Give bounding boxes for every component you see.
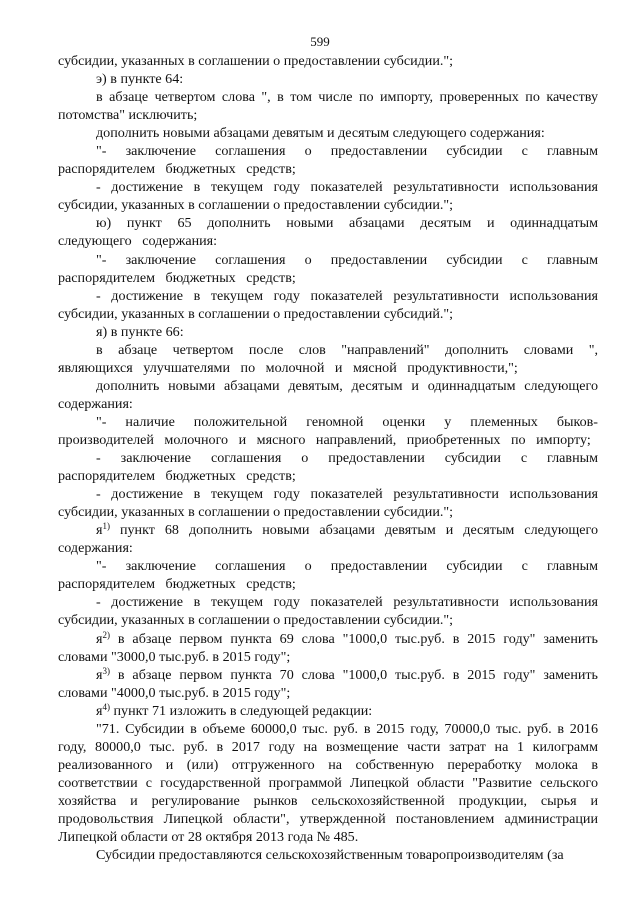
item-superscript: 2): [102, 629, 110, 640]
paragraph: [58, 593, 598, 629]
paragraph-text: - заключение соглашения о предоставлении субсидии с главным распорядителем бюджетных средств;: [58, 450, 598, 485]
item-letter: я: [96, 630, 103, 647]
paragraph: [58, 142, 598, 178]
paragraph-text: я) в пункте 66:: [96, 323, 184, 340]
paragraph: [58, 521, 598, 557]
paragraph: [58, 323, 598, 341]
paragraph-text: дополнить новыми абзацами девятым и десятым следующего содержания:: [96, 125, 545, 142]
paragraph-text: субсидии, указанных в соглашении о предоставлении субсидии.";: [58, 53, 454, 69]
paragraph: [58, 720, 598, 846]
paragraph-text: э) в пункте 64:: [96, 71, 184, 88]
paragraph: [58, 377, 598, 413]
paragraph-text: пункт 71 изложить в следующей редакции:: [109, 702, 373, 719]
paragraph: [58, 846, 598, 864]
paragraph: [58, 214, 598, 250]
paragraph-text: - достижение в текущем году показателей результативности использования субсидии, указанных в соглашении о предоставлении субсидий.";: [58, 287, 598, 322]
paragraph: [58, 485, 598, 521]
paragraph-text: "- заключение соглашения о предоставлении субсидии с главным распорядителем бюджетных средств;: [58, 251, 598, 286]
paragraph: [58, 557, 598, 593]
paragraph-text: "- наличие положительной геномной оценки у племенных быков-производителей молочного и мясного направлений, приобретенных по импорту;: [58, 413, 598, 448]
page-number: 599: [310, 34, 330, 49]
paragraph-text: дополнить новыми абзацами девятым, десятым и одиннадцатым следующего содержания:: [58, 377, 598, 412]
paragraph: [58, 52, 598, 70]
paragraph: [58, 251, 598, 287]
paragraph-text: Субсидии предоставляются сельскохозяйственным товаропроизводителям (за: [96, 847, 564, 864]
paragraph-text: "- заключение соглашения о предоставлении субсидии с главным распорядителем бюджетных средств;: [58, 558, 598, 593]
paragraph: [58, 666, 598, 702]
paragraph-text: "71. Субсидии в объеме 60000,0 тыс. руб. в 2015 году, 70000,0 тыс. руб. в 2016 году, 80000,0 тыс. руб. в 2017 году на возмещение части затрат на 1 килограмм реализованного и (или) отгруженного на собственную переработку молока в соответствии с государственной программой Липецкой области "Развитие сельского хозяйства и регулирование рынков сельскохозяйственной продукции, сырья и продовольствия Липецкой области", утвержденной постановлением администрации Липецкой области от 28 октября 2013 года № 485.: [58, 720, 598, 846]
item-letter: я: [96, 702, 103, 719]
paragraph-text: в абзаце первом пункта 69 слова "1000,0 тыс.руб. в 2015 году" заменить словами "3000,0 тыс.руб. в 2015 году";: [58, 630, 598, 665]
paragraph-text: ю) пункт 65 дополнить новыми абзацами десятым и одиннадцатым следующего содержания:: [58, 215, 598, 250]
paragraph-text: пункт 68 дополнить новыми абзацами девятым и десятым следующего содержания:: [58, 522, 598, 557]
paragraph: [58, 88, 598, 124]
paragraph: [58, 178, 598, 214]
item-superscript: 4): [102, 701, 110, 712]
paragraph-text: "- заключение соглашения о предоставлении субсидии с главным распорядителем бюджетных средств;: [58, 143, 598, 178]
item-letter: я: [96, 666, 103, 683]
paragraph: [58, 287, 598, 323]
item-letter: я: [96, 522, 103, 539]
item-superscript: 1): [102, 521, 110, 532]
paragraph: [58, 341, 598, 377]
paragraph-text: в абзаце четвертом слова ", в том числе по импорту, проверенных по качеству потомства" исключить;: [58, 89, 598, 124]
paragraph: [58, 630, 598, 666]
paragraph: [58, 124, 598, 142]
paragraph-text: в абзаце первом пункта 70 слова "1000,0 тыс.руб. в 2015 году" заменить словами "4000,0 тыс.руб. в 2015 году";: [58, 666, 598, 701]
paragraph: [58, 413, 598, 449]
paragraph-text: - достижение в текущем году показателей результативности использования субсидии, указанных в соглашении о предоставлении субсидии.";: [58, 179, 598, 214]
document-body: [58, 52, 598, 864]
item-superscript: 3): [102, 665, 110, 676]
paragraph: [58, 702, 598, 720]
paragraph: [58, 449, 598, 485]
paragraph-text: - достижение в текущем году показателей результативности использования субсидии, указанных в соглашении о предоставлении субсидии.";: [58, 486, 598, 521]
paragraph-text: - достижение в текущем году показателей результативности использования субсидии, указанных в соглашении о предоставлении субсидии.";: [58, 594, 598, 629]
paragraph-text: в абзаце четвертом после слов "направлений" дополнить словами ", являющихся улучшателями по молочной и мясной продуктивности,";: [58, 341, 598, 376]
paragraph: [58, 70, 598, 88]
